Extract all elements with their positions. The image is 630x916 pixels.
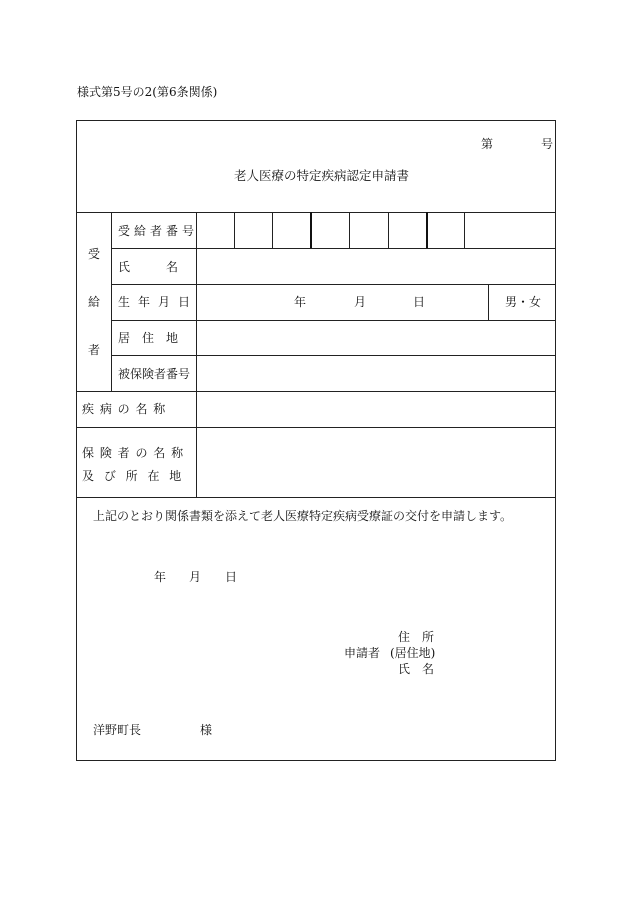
date-year: 年 [154, 570, 167, 584]
date-day: 日 [225, 570, 238, 584]
insurer-label-line2: 及 び 所 在 地 [82, 469, 185, 483]
birthdate-day: 日 [413, 295, 426, 309]
form-title: 老人医療の特定疾病認定申請書 [234, 168, 410, 183]
birthdate-month: 月 [354, 295, 367, 309]
name-label: 氏 名 [118, 260, 179, 274]
form-frame [76, 120, 556, 761]
form-number: 様式第5号の2(第6条関係) [77, 85, 218, 99]
applicant-address-label: 住 所 [398, 630, 435, 644]
applicant-residence-label: (居住地) [390, 646, 436, 660]
application-statement: 上記のとおり関係書類を添えて老人医療特定疾病受療証の交付を申請します。 [93, 509, 513, 523]
insured-number-label: 被保険者番号 [118, 367, 191, 381]
insurer-label-line1: 保 険 者 の 名 称 [82, 446, 185, 460]
addressee-sama: 様 [200, 723, 213, 737]
recipient-side-label-1: 受 [88, 247, 101, 261]
sex-option: 男・女 [505, 295, 542, 309]
applicant-label: 申請者 [344, 646, 381, 660]
number-dai: 第 [481, 137, 494, 151]
recipient-side-label-3: 者 [88, 343, 101, 357]
date-month: 月 [189, 570, 202, 584]
birthdate-year: 年 [294, 295, 307, 309]
birthdate-label: 生年月日 [118, 295, 199, 309]
applicant-name-label: 氏 名 [398, 662, 435, 676]
addressee-mayor: 洋野町長 [93, 723, 142, 737]
residence-label: 居 住 地 [118, 331, 179, 345]
number-go: 号 [541, 137, 554, 151]
disease-name-label: 疾 病 の 名 称 [82, 402, 167, 416]
recipient-side-label-2: 給 [88, 295, 101, 309]
recipient-number-label: 受給者番号 [118, 224, 199, 238]
